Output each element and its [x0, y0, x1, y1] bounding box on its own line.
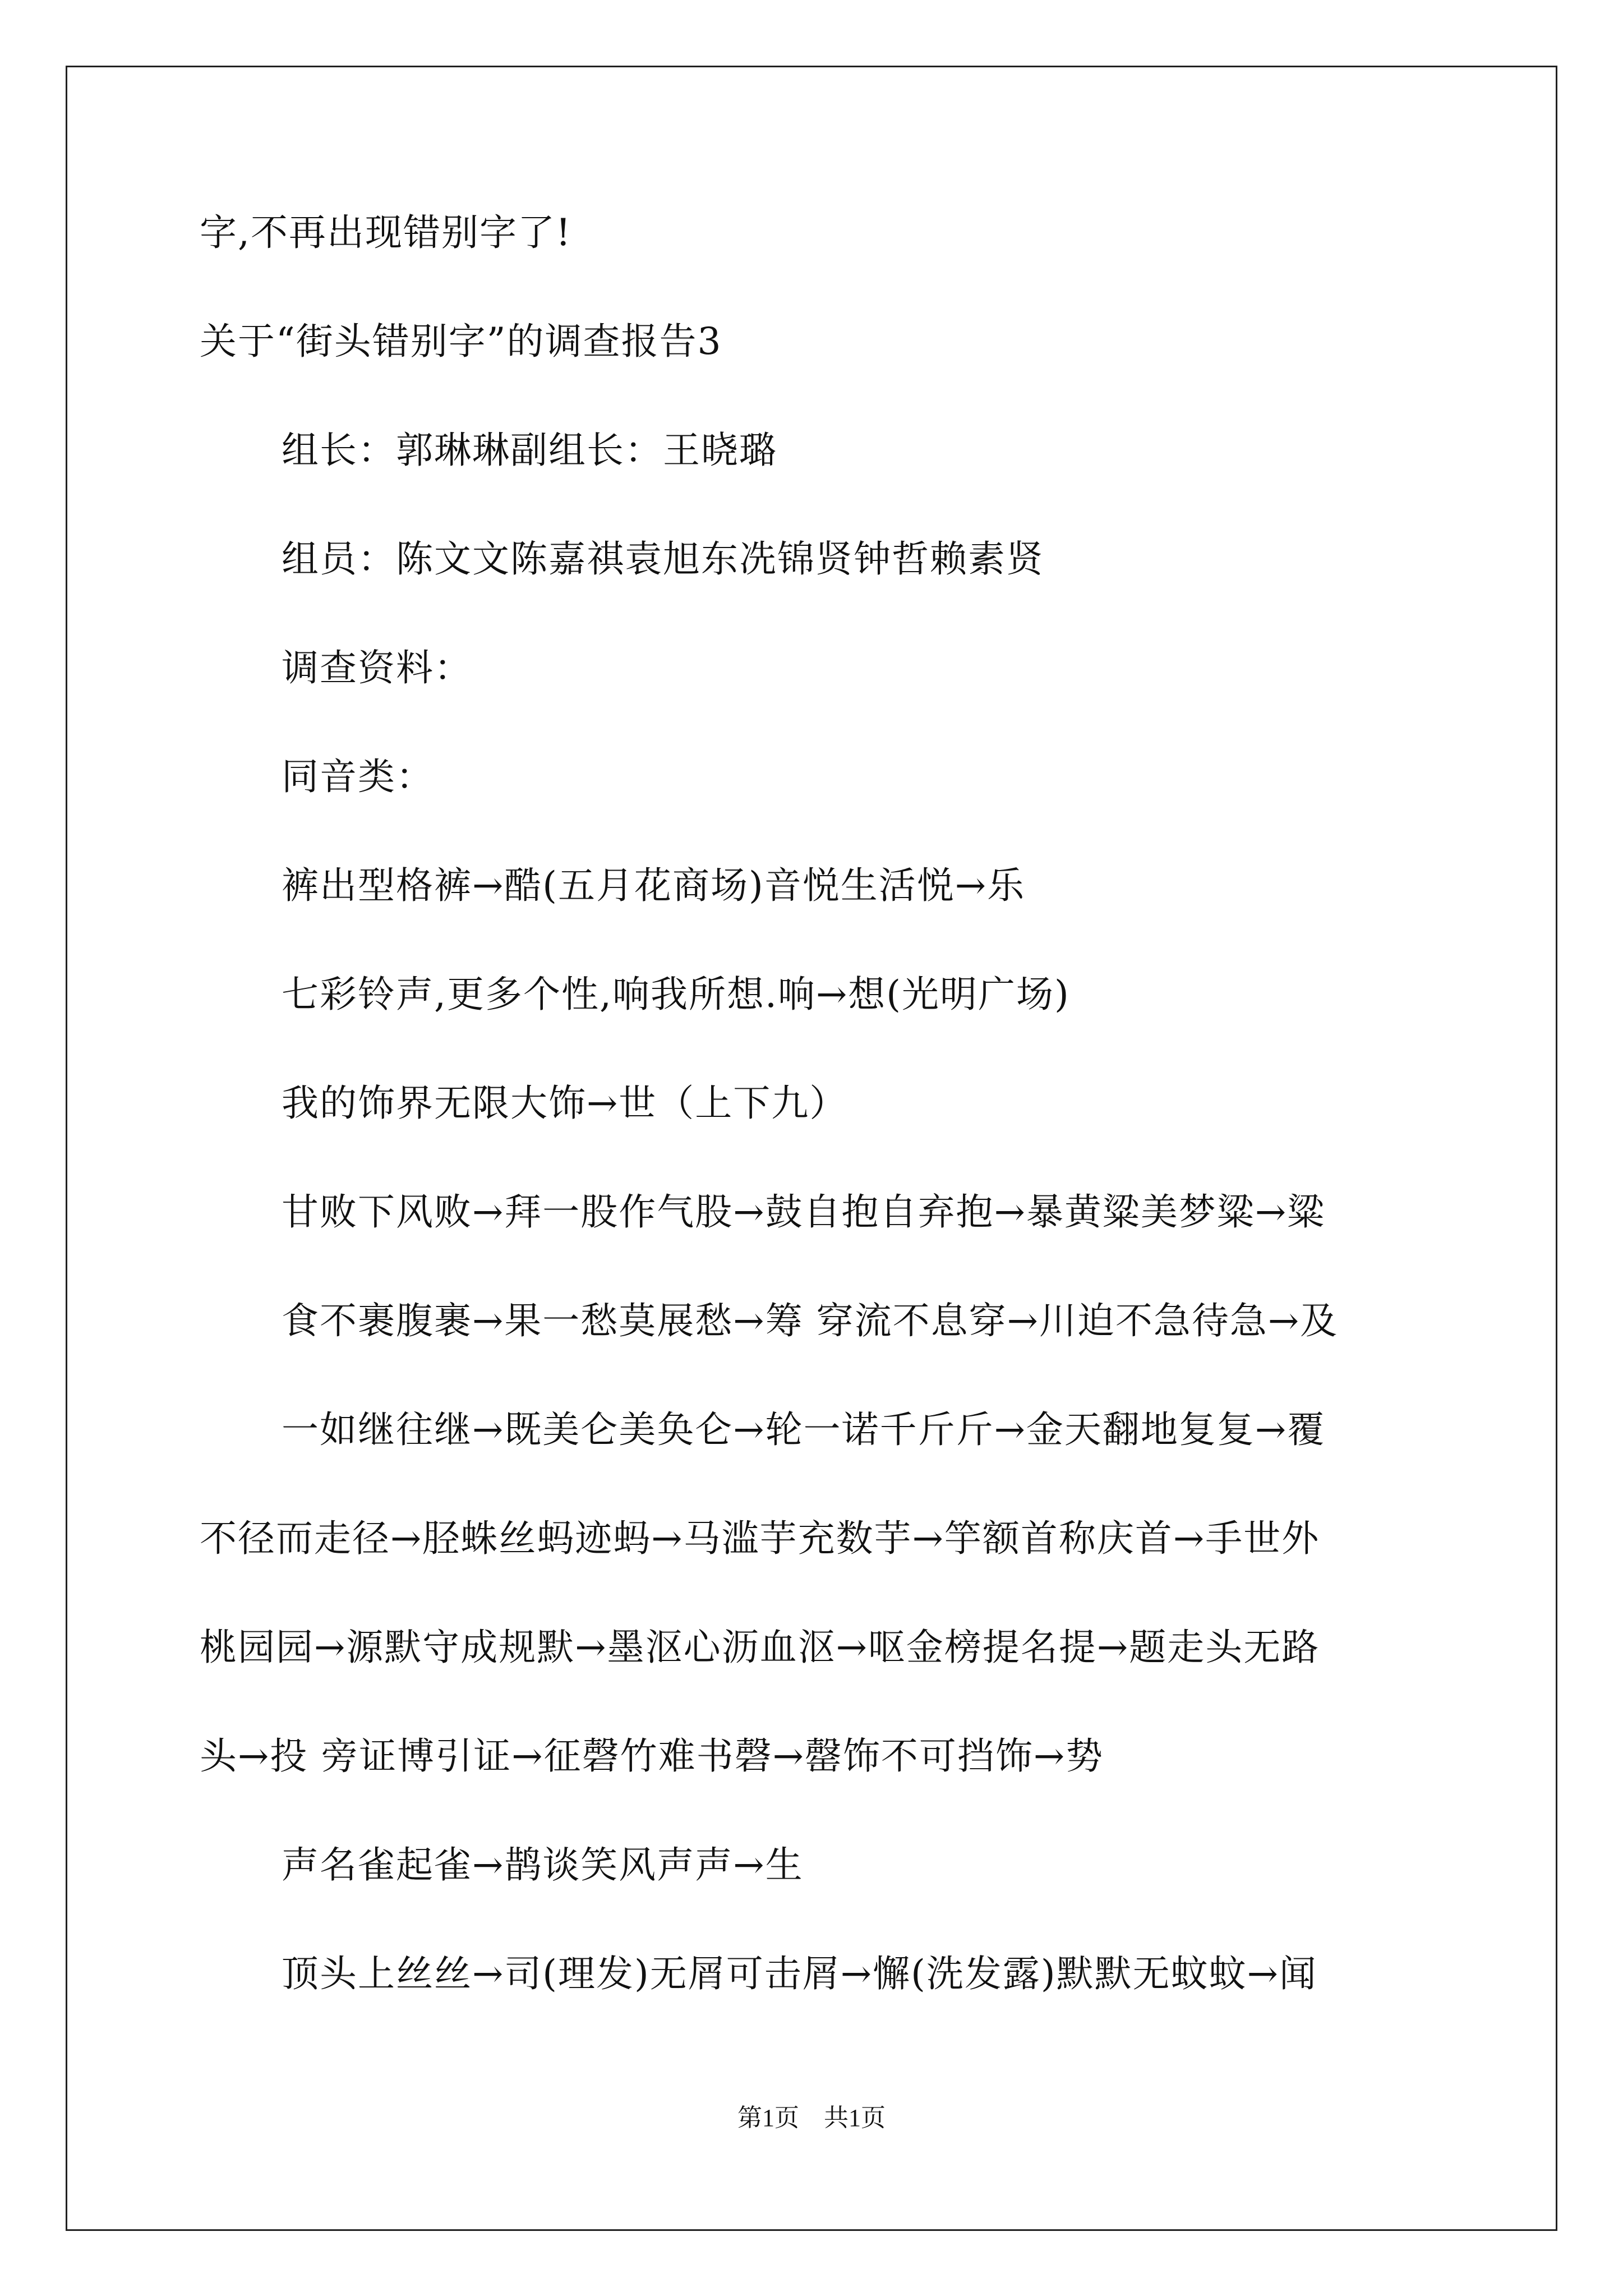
text-line-11: 食不裹腹裹→果一愁莫展愁→筹 穿流不息穿→川迫不急待急→及 — [282, 1299, 1339, 1342]
document-body — [200, 213, 1433, 1994]
text-line-12: 一如继往继→既美仑美奂仑→轮一诺千斤斤→金天翻地复复→覆 — [282, 1408, 1326, 1451]
page-number: 第1页 — [737, 2104, 799, 2132]
text-line-16: 声名雀起雀→鹊谈笑风声声→生 — [282, 1843, 804, 1887]
text-line-15: 头→投 旁证博引证→征磬竹难书磬→罄饰不可挡饰→势 — [200, 1734, 1104, 1778]
text-line-17: 顶头上丝丝→司(理发)无屑可击屑→懈(洗发露)默默无蚊蚊→闻 — [282, 1952, 1317, 1995]
text-line-8: 七彩铃声,更多个性,响我所想.响→想(光明广场) — [282, 973, 1070, 1016]
text-line-13: 不径而走径→胫蛛丝蚂迹蚂→马滥芋充数芋→竽额首称庆首→手世外 — [200, 1517, 1320, 1560]
text-line-14: 桃园园→源默守成规默→墨沤心沥血沤→呕金榜提名提→题走头无路 — [200, 1626, 1320, 1669]
text-line-9: 我的饰界无限大饰→世（上下九） — [282, 1082, 848, 1125]
text-line-leaders: 组长：郭琳琳副组长：王晓璐 — [282, 429, 777, 472]
text-line-10: 甘败下风败→拜一股作气股→鼓自抱自弃抱→暴黄粱美梦粱→粱 — [282, 1190, 1326, 1234]
text-line-7: 裤出型格裤→酷(五月花商场)音悦生活悦→乐 — [282, 864, 1026, 907]
section-heading-materials: 调查资料： — [282, 646, 472, 689]
report-title: 关于“街头错别字”的调查报告3 — [200, 320, 722, 363]
page-total: 共1页 — [824, 2104, 886, 2132]
text-line-1: 字,不再出现错别字了! — [200, 211, 572, 254]
section-heading-homophones: 同音类： — [282, 755, 434, 798]
text-line-members: 组员：陈文文陈嘉祺袁旭东冼锦贤钟哲赖素贤 — [282, 537, 1044, 581]
page-footer — [0, 2104, 1623, 2132]
